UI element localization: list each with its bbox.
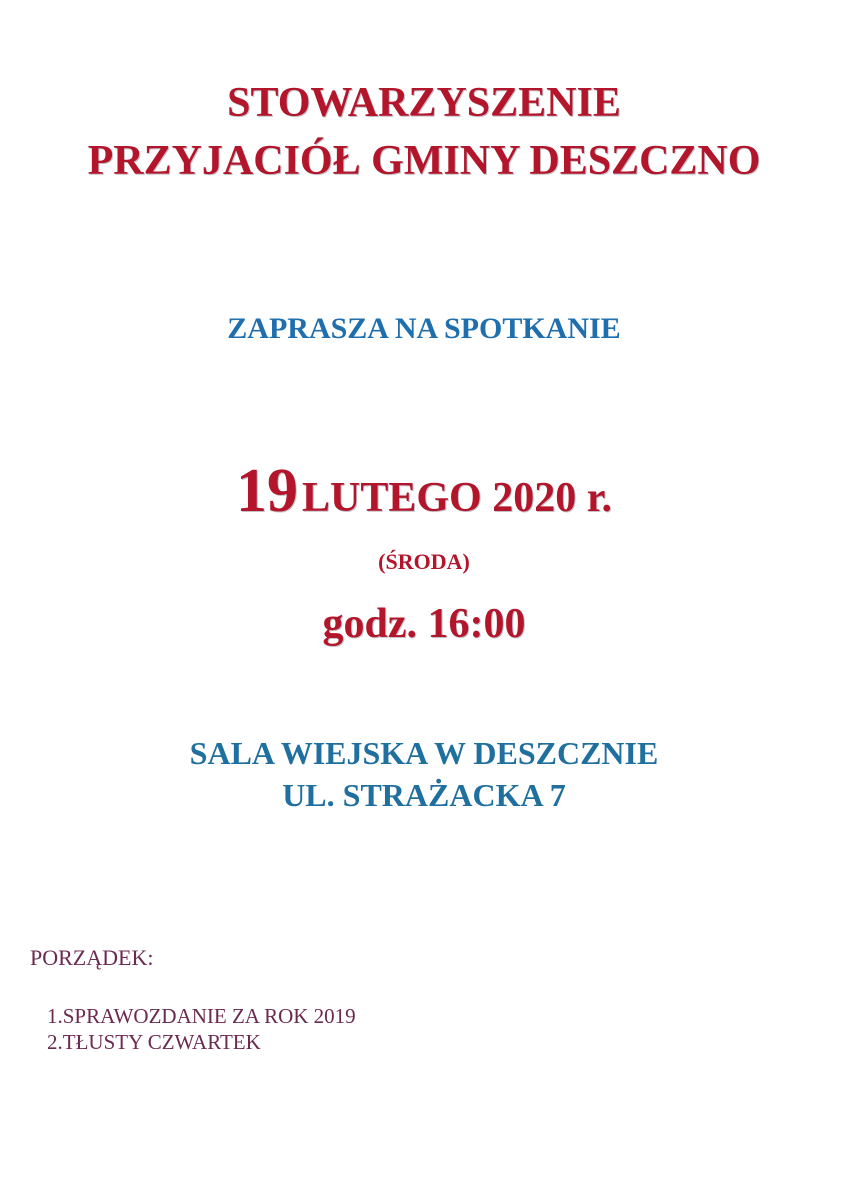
agenda-list	[47, 1003, 356, 1055]
agenda-item: 2.TŁUSTY CZWARTEK	[47, 1030, 261, 1054]
organization-name-line2: PRZYJACIÓŁ GMINY DESZCZNO	[87, 138, 761, 184]
agenda-title: PORZĄDEK:	[30, 945, 154, 970]
invitation-text: ZAPRASZA NA SPOTKANIE	[227, 312, 621, 345]
organization-name-line1: STOWARZYSZENIE	[227, 80, 621, 126]
venue-address	[0, 732, 848, 816]
venue-name: SALA WIEJSKA W DESZCZNIE	[189, 735, 659, 771]
event-day: 19	[236, 457, 298, 525]
event-date	[0, 456, 848, 527]
event-weekday: (ŚRODA)	[378, 549, 470, 574]
agenda-item: 1.SPRAWOZDANIE ZA ROK 2019	[47, 1004, 356, 1028]
organization-name	[0, 74, 848, 190]
event-time: godz. 16:00	[322, 601, 526, 647]
event-month-year: LUTEGO 2020 r.	[302, 475, 612, 521]
venue-street: UL. STRAŻACKA 7	[282, 777, 566, 813]
